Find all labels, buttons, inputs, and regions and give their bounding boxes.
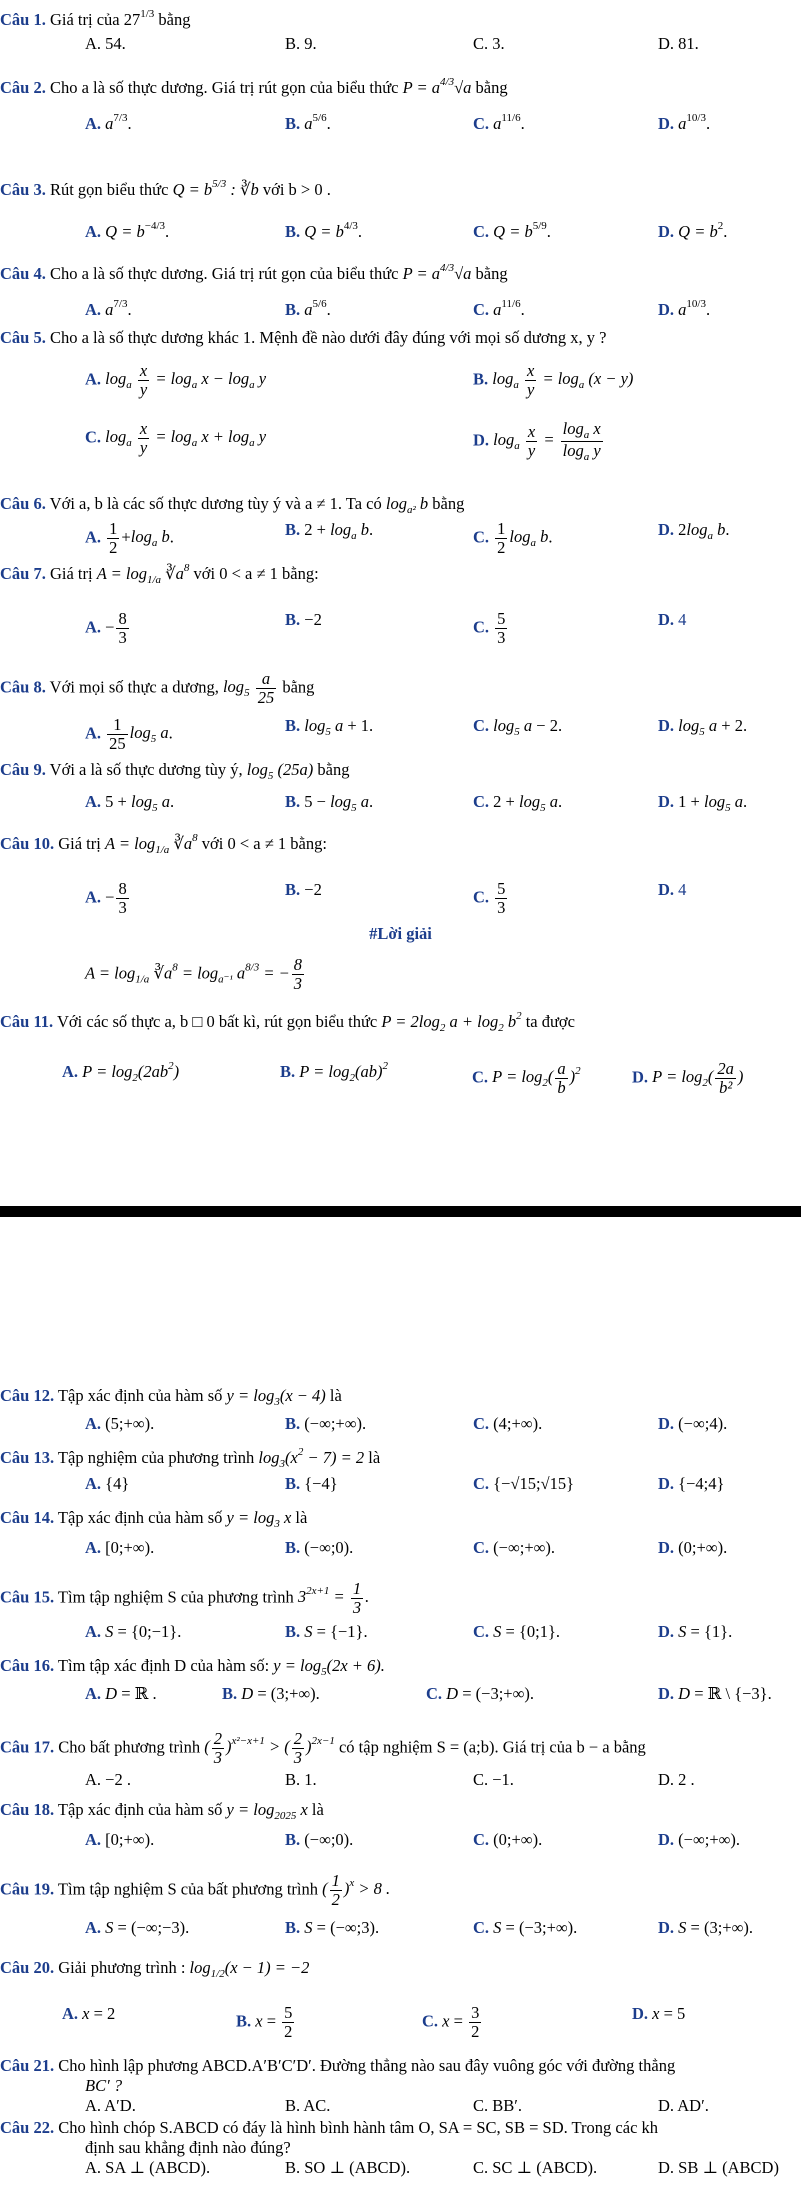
option-d[interactable]: D. (0;+∞).	[658, 1538, 728, 1557]
option-a[interactable]: A. − $\frac{8}{3}$	[85, 879, 127, 918]
option-b[interactable]: B. AC.	[285, 2096, 331, 2115]
option-d[interactable]: D. x = 5	[632, 2004, 686, 2023]
question-tail: bằng	[317, 760, 350, 779]
option-d[interactable]: D. D = ℝ \ {−3}.	[658, 1684, 772, 1703]
question-tail: bằng	[282, 677, 315, 697]
question-19	[0, 1872, 390, 1909]
options-row	[0, 879, 801, 918]
option-d[interactable]: D. (−∞;4).	[658, 1414, 728, 1433]
question-label: Câu 13.	[0, 1448, 55, 1467]
math-expression: $y = \log_3 x$	[226, 1508, 292, 1530]
option-a[interactable]: A. SA ⊥ (ABCD).	[85, 2158, 211, 2177]
question-tail: với b > 0 .	[262, 180, 331, 199]
option-c[interactable]: C. SC ⊥ (ABCD).	[473, 2158, 598, 2177]
question-label: Câu 16.	[0, 1656, 55, 1675]
question-label: Câu 14.	[0, 1508, 55, 1527]
option-b[interactable]: B. $5 - \log_5 a$.	[285, 792, 374, 814]
question-1	[0, 8, 191, 30]
question-22	[0, 2118, 658, 2138]
option-c[interactable]: C. $Q = b^{5/9}$.	[473, 220, 551, 241]
question-stem: Tìm tập xác định D của hàm số:	[57, 1656, 270, 1675]
option-c[interactable]: C. $a^{11/6}$.	[473, 112, 525, 133]
option-b[interactable]: B. $Q = b^{4/3}$.	[285, 220, 363, 241]
option-b[interactable]: B. (−∞;+∞).	[285, 1414, 367, 1433]
options-row	[0, 112, 801, 140]
option-a[interactable]: A. − $\frac{8}{3}$	[85, 609, 127, 648]
option-c[interactable]: C. S = {0;1}.	[473, 1622, 561, 1641]
question-label: Câu 19.	[0, 1879, 55, 1899]
question-stem: Với a, b là các số thực dương tùy ý và a ≠ 1. Ta có	[49, 494, 382, 513]
option-c[interactable]: C. D = (−3;+∞).	[426, 1684, 534, 1703]
math-expression: $P = 2\log_2$ $a + \log_2 b^2$	[381, 1010, 522, 1034]
math-expression: $3^{2x+1}$ = $\frac{1}{3}$ .	[297, 1579, 370, 1618]
option-b[interactable]: B. S = (−∞;3).	[285, 1918, 380, 1937]
option-b[interactable]: B. 1.	[285, 1770, 317, 1789]
question-5	[0, 328, 606, 348]
question-label: Câu 21.	[0, 2056, 55, 2075]
question-line2: BC′ ?	[85, 2076, 123, 2095]
option-b[interactable]: B. −2	[285, 880, 322, 899]
options-row	[0, 419, 801, 464]
option-d[interactable]: D. S = (3;+∞).	[658, 1918, 753, 1937]
question-tail: bằng	[432, 494, 465, 513]
question-stem: Cho a là số thực dương. Giá trị rút gọn của biểu thức	[49, 78, 399, 97]
math-expression: $A = \log_{1/a}$ $∛a^8$	[96, 562, 190, 586]
question-stem: Tập nghiệm của phương trình	[57, 1448, 255, 1467]
option-d[interactable]: D. $1 + \log_5 a$.	[658, 792, 748, 814]
option-b[interactable]: B. D = (3;+∞).	[222, 1684, 320, 1703]
question-stem: Cho bất phương trình	[58, 1737, 201, 1757]
question-label: Câu 2.	[0, 78, 46, 97]
question-stem: Giá trị của	[49, 10, 120, 29]
option-c[interactable]: C. S = (−3;+∞).	[473, 1918, 578, 1937]
question-label: Câu 20.	[0, 1958, 55, 1977]
option-c[interactable]: C. $\log_a$ $\frac{x}{y}$ = $\log_a x + \log_a y$	[85, 419, 267, 458]
question-label: Câu 1.	[0, 10, 46, 29]
option-b[interactable]: B. S = {−1}.	[285, 1622, 368, 1641]
solution-expression: $A = \log_{1/a}$ $∛a^8 = \log_{a^{-1}} a^{8/3}$ = − $\frac{8}{3}$	[85, 955, 302, 994]
option-d[interactable]: D. $P = \log_2$( $\frac{2a}{\text{b²}}$ )	[632, 1059, 744, 1098]
options-row	[0, 298, 801, 326]
option-a[interactable]: A. $\frac{1}{2}$ $+\log_a$ b.	[85, 519, 174, 558]
math-expression: $\log_5$ $\frac{a}{25}$	[222, 669, 275, 708]
question-11	[0, 1010, 575, 1034]
question-stem: Tập xác định của hàm số	[57, 1508, 223, 1527]
question-20	[0, 1958, 309, 1980]
math-expression: ( $\frac{1}{2}$ )$^x$ > 8 .	[322, 1871, 391, 1910]
options-row	[0, 34, 801, 62]
question-label: Câu 12.	[0, 1386, 55, 1405]
options-row	[0, 1770, 801, 1798]
question-10	[0, 832, 327, 856]
option-b[interactable]: B. $\log_a$ $\frac{x}{y}$ = $\log_a (x - y)$	[473, 361, 634, 400]
question-21	[0, 2056, 675, 2076]
option-c[interactable]: C. $P = \log_2$( $\frac{a}{b}$ )$^2$	[472, 1059, 581, 1098]
option-b[interactable]: B. (−∞;0).	[285, 1830, 354, 1849]
math-expression: $y = \log_3(x - 4)$	[226, 1386, 326, 1408]
question-stem: Với a là số thực dương tùy ý,	[49, 760, 243, 779]
option-b[interactable]: B. $2 + \log_a b$.	[285, 520, 374, 542]
option-a[interactable]: A. [0;+∞).	[85, 1538, 155, 1557]
option-b[interactable]: B. $a^{5/6}$.	[285, 298, 331, 319]
question-label: Câu 7.	[0, 564, 46, 583]
question-stem: Cho a là số thực dương. Giá trị rút gọn của biểu thức	[49, 264, 399, 283]
question-label: Câu 15.	[0, 1587, 55, 1607]
option-d[interactable]: D. 81.	[658, 34, 699, 53]
math-expression: $A = \log_{1/a}$ $∛a^8$	[104, 832, 198, 856]
option-a[interactable]: A. x = 2	[62, 2004, 116, 2023]
page-divider	[0, 1206, 801, 1217]
question-tail: với 0 < a ≠ 1 bằng:	[193, 564, 319, 583]
question-tail: ta được	[525, 1012, 575, 1031]
question-14	[0, 1508, 307, 1530]
question-label: Câu 9.	[0, 760, 46, 779]
math-expression: $\log_{a^2} b$	[385, 494, 429, 516]
option-b[interactable]: B. $P = \log_2(ab)^2$	[280, 1060, 389, 1084]
question-label: Câu 22.	[0, 2118, 55, 2137]
option-b[interactable]: B. SO ⊥ (ABCD).	[285, 2158, 411, 2177]
question-tail: bằng	[475, 264, 508, 283]
question-2	[0, 76, 508, 98]
option-d[interactable]: D. AD′.	[658, 2096, 709, 2115]
option-c[interactable]: C. $2 + \log_5 a$.	[473, 792, 563, 814]
option-c[interactable]: C. BB′.	[473, 2096, 523, 2115]
question-stem: Tìm tập nghiệm S của phương trình	[57, 1587, 294, 1607]
question-stem: Cho hình chóp S.ABCD có đáy là hình bình hành tâm O, SA = SC, SB = SD. Trong các kh	[58, 2118, 659, 2137]
option-b[interactable]: B. (−∞;0).	[285, 1538, 354, 1557]
options-row	[0, 1474, 801, 1502]
question-8	[0, 670, 314, 707]
option-a[interactable]: A. S = (−∞;−3).	[85, 1918, 190, 1937]
question-label: Câu 8.	[0, 677, 46, 697]
option-c[interactable]: C. (4;+∞).	[473, 1414, 543, 1433]
options-row	[0, 792, 801, 820]
option-a[interactable]: A. $\frac{1}{25}$ $\log_5 a$.	[85, 715, 173, 754]
math-expression: $\log_3(x^2 - 7) = 2$	[258, 1446, 365, 1470]
option-b[interactable]: B. $\log_5 a + 1$.	[285, 716, 374, 738]
question-label: Câu 18.	[0, 1800, 55, 1819]
option-a[interactable]: A. $P = \log_2(2ab^2)$	[62, 1060, 180, 1084]
option-c[interactable]: C. $a^{11/6}$.	[473, 298, 525, 319]
options-row	[0, 1414, 801, 1442]
option-d[interactable]: D. SB ⊥ (ABCD)	[658, 2158, 779, 2177]
math-expression: ( $\frac{2}{3}$ )$^{x^2-x+1}$ > ( $\frac{2}{3}$ )$^{2x-1}$	[204, 1729, 335, 1768]
option-d[interactable]: D. $Q = b^2$.	[658, 220, 728, 241]
question-label: Câu 10.	[0, 834, 55, 853]
question-stem: Giá trị	[49, 564, 93, 583]
question-18	[0, 1800, 324, 1822]
question-15	[0, 1580, 369, 1617]
option-a[interactable]: A. {4}	[85, 1474, 130, 1493]
options-row	[0, 220, 801, 248]
option-d[interactable]: D. {−4;4}	[658, 1474, 725, 1493]
question-13	[0, 1446, 380, 1470]
option-c[interactable]: C. 3.	[473, 34, 505, 53]
question-6	[0, 494, 464, 516]
question-7	[0, 562, 319, 586]
option-a[interactable]: A. D = ℝ .	[85, 1684, 157, 1703]
question-stem: Tìm tập nghiệm S của bất phương trình	[57, 1879, 319, 1899]
question-label: Câu 6.	[0, 494, 46, 513]
math-expression: $\log_{1/2}(x - 1) = -2$	[189, 1958, 310, 1980]
question-stem: Cho hình lập phương ABCD.A′B′C′D′. Đường thẳng nào sau đây vuông góc với đường thẳng	[58, 2056, 676, 2075]
options-row	[0, 715, 801, 754]
option-d[interactable]: D. $\log_5 a + 2$.	[658, 716, 748, 738]
question-stem: Rút gọn biểu thức	[49, 180, 169, 199]
question-label: Câu 4.	[0, 264, 46, 283]
option-c[interactable]: C. $\frac{1}{2}$ $\log_a b$.	[473, 519, 553, 558]
question-stem: Với các số thực a, b □ 0 bất kì, rút gọn biểu thức	[57, 1012, 378, 1031]
options-row	[0, 519, 801, 558]
option-c[interactable]: C. (0;+∞).	[473, 1830, 543, 1849]
option-c[interactable]: C. (−∞;+∞).	[473, 1538, 556, 1557]
question-line2: định sau khẳng định nào đúng?	[85, 2138, 291, 2157]
question-3	[0, 178, 331, 200]
option-c[interactable]: C. $\frac{5}{3}$	[473, 879, 506, 918]
question-tail: với 0 < a ≠ 1 bằng:	[201, 834, 327, 853]
option-c[interactable]: C. x = $\frac{3}{2}$	[422, 2003, 480, 2042]
question-stem: Giải phương trình :	[58, 1958, 186, 1977]
math-expression: $P = a^{4/3}√a$	[402, 76, 472, 97]
option-c[interactable]: C. $\log_5 a - 2$.	[473, 716, 563, 738]
math-expression: $\log_5 (25a)$	[246, 760, 314, 782]
question-tail: là	[311, 1800, 324, 1819]
options-row	[0, 1918, 801, 1946]
option-c[interactable]: C. $\frac{5}{3}$	[473, 609, 506, 648]
question-label: Câu 17.	[0, 1737, 55, 1757]
question-17	[0, 1730, 646, 1767]
options-row	[0, 1059, 801, 1098]
question-12	[0, 1386, 342, 1408]
option-d[interactable]: D. 2 .	[658, 1770, 695, 1789]
math-expression: $P = a^{4/3}√a$	[402, 262, 472, 283]
option-b[interactable]: B. $a^{5/6}$.	[285, 112, 331, 133]
option-b[interactable]: B. 9.	[285, 34, 317, 53]
option-a[interactable]: A. 54.	[85, 34, 126, 53]
options-row	[0, 2003, 801, 2042]
question-9	[0, 760, 349, 782]
solution-title: #Lời giải	[369, 924, 432, 943]
option-d[interactable]: D. 4	[658, 610, 687, 629]
option-a[interactable]: A. A′D.	[85, 2096, 136, 2115]
option-d[interactable]: D. 4	[658, 880, 687, 899]
option-d[interactable]: D. $a^{10/3}$.	[658, 298, 711, 319]
option-a[interactable]: A. −2 .	[85, 1770, 131, 1789]
question-stem: Tập xác định của hàm số	[57, 1800, 223, 1819]
option-a[interactable]: A. $\log_a$ $\frac{x}{y}$ = $\log_a x - \log_a y$	[85, 361, 267, 400]
option-a[interactable]: A. $Q = b^{-4/3}$.	[85, 220, 170, 241]
math-expression: $y = \log_{2025} x$	[226, 1800, 308, 1822]
question-stem: Với mọi số thực a dương,	[49, 677, 219, 697]
option-c[interactable]: C. −1.	[473, 1770, 514, 1789]
options-row	[0, 1684, 801, 1712]
question-16	[0, 1656, 385, 1678]
option-a[interactable]: A. [0;+∞).	[85, 1830, 155, 1849]
math-expression: $Q = b^{5/3}$ : ∛b	[172, 178, 259, 199]
question-tail: bằng	[158, 10, 191, 29]
question-label: Câu 5.	[0, 328, 46, 347]
question-tail: có tập nghiệm S = (a;b). Giá trị của b − a bằng	[338, 1737, 646, 1757]
options-row	[0, 609, 801, 648]
question-tail: là	[329, 1386, 342, 1405]
options-row	[0, 361, 801, 400]
question-stem: Tập xác định của hàm số	[57, 1386, 223, 1405]
question-tail: bằng	[475, 78, 508, 97]
question-tail: là	[295, 1508, 308, 1527]
option-a[interactable]: A. $5 + \log_5 a$.	[85, 792, 175, 814]
option-c[interactable]: C. {−√15;√15}	[473, 1474, 575, 1493]
options-row	[0, 1538, 801, 1566]
question-stem: Giá trị	[58, 834, 101, 853]
option-a[interactable]: A. $a^{7/3}$.	[85, 112, 132, 133]
option-b[interactable]: B. {−4}	[285, 1474, 338, 1493]
option-a[interactable]: A. S = {0;−1}.	[85, 1622, 182, 1641]
option-a[interactable]: A. (5;+∞).	[85, 1414, 155, 1433]
question-tail: là	[368, 1448, 381, 1467]
option-d[interactable]: D. S = {1}.	[658, 1622, 733, 1641]
option-d[interactable]: D. (−∞;+∞).	[658, 1830, 741, 1849]
option-d[interactable]: D. $2\log_a$ b.	[658, 520, 730, 542]
question-label: Câu 11.	[0, 1012, 54, 1031]
question-4	[0, 262, 508, 284]
question-stem: Cho a là số thực dương khác 1. Mệnh đề nào dưới đây đúng với mọi số dương x, y ?	[49, 328, 607, 347]
option-b[interactable]: B. −2	[285, 610, 322, 629]
options-row	[0, 1622, 801, 1650]
question-label: Câu 3.	[0, 180, 46, 199]
math-expression: $y = \log_5(2x + 6)$.	[273, 1656, 385, 1678]
option-d[interactable]: D. $a^{10/3}$.	[658, 112, 711, 133]
math-expression: $27^{1/3}$	[123, 8, 155, 29]
option-a[interactable]: A. $a^{7/3}$.	[85, 298, 132, 319]
options-row	[0, 1830, 801, 1858]
option-d[interactable]: D. $\log_a$ $\frac{x}{y}$ = $\frac{\log_a x}{\log_a y}$	[473, 419, 601, 464]
option-b[interactable]: B. x = $\frac{5}{2}$	[236, 2003, 293, 2042]
options-row	[0, 2158, 801, 2186]
